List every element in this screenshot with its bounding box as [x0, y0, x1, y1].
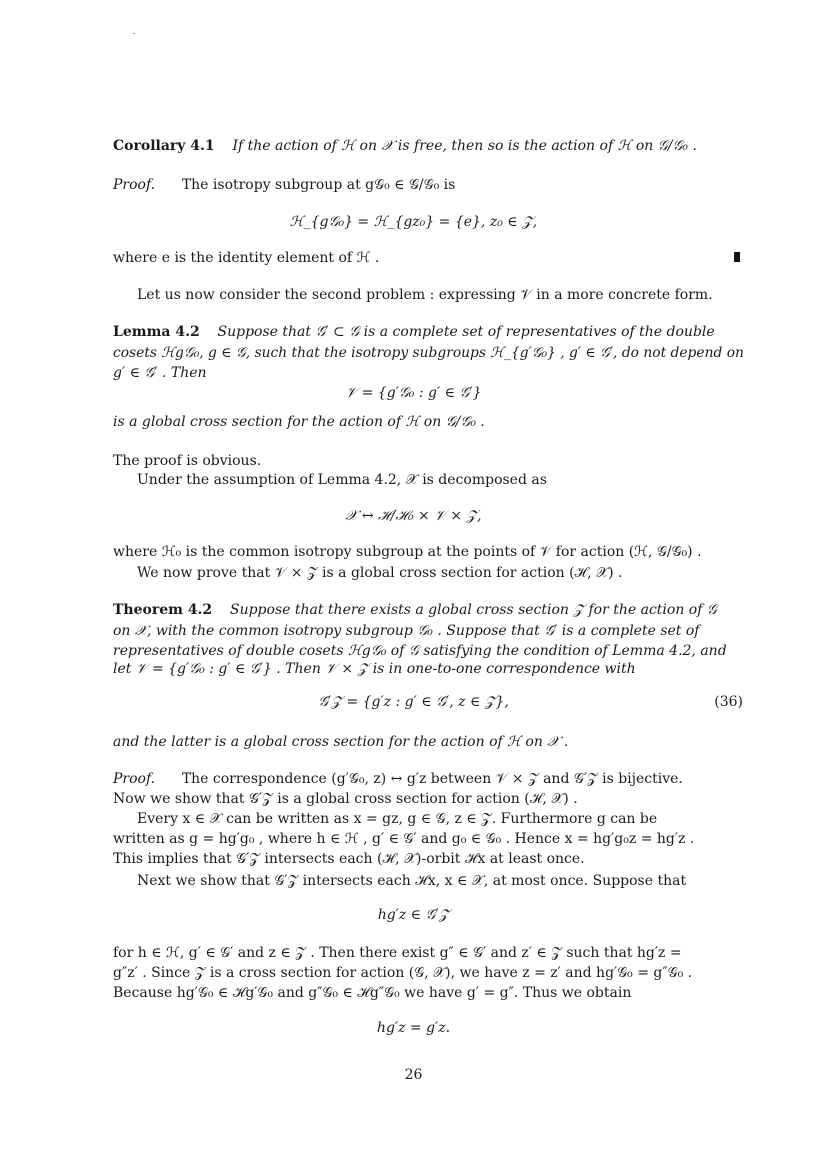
para-common-isotropy: where ℋ₀ is the common isotropy subgroup at the points of 𝒱 for action (ℋ, 𝒢/𝒢₀) .: [113, 544, 702, 560]
proof-2-line-7: for h ∈ ℋ, g′ ∈ 𝒢′ and z ∈ 𝒵 . Then there exist g″ ∈ 𝒢′ and z′ ∈ 𝒵 such that hg′z =: [113, 945, 682, 961]
equation-36: 𝒢′𝒵 = {g′z : g′ ∈ 𝒢′, z ∈ 𝒵},: [318, 694, 509, 710]
theorem-4-2-line-2: on 𝒳, with the common isotropy subgroup 𝒢₀ . Suppose that 𝒢′ is a complete set of: [113, 623, 700, 639]
corollary-label: Corollary 4.1: [113, 138, 215, 154]
proof-1-line-2: where e is the identity element of ℋ .: [113, 250, 380, 266]
proof-2-text: The correspondence (g′𝒢₀, z) ↔ g′z between 𝒱 × 𝒵 and 𝒢′𝒵 is bijective.: [181, 771, 683, 787]
para-prove-global: We now prove that 𝒱 × 𝒵 is a global cross section for action (ℋ, 𝒳) .: [137, 565, 623, 581]
para-proof-obvious: The proof is obvious.: [113, 453, 262, 469]
lemma-4-2-line-1: [113, 323, 715, 341]
corollary-4-1: [113, 137, 697, 155]
proof-2-line-1: [113, 770, 683, 788]
lemma-4-2-line-4: is a global cross section for the action of ℋ on 𝒢/𝒢₀ .: [113, 414, 485, 430]
equation-decomposition: 𝒳 ↔ ℋ/ℋ₀ × 𝒱 × 𝒵,: [345, 508, 482, 524]
proof-label: Proof.: [113, 177, 156, 193]
theorem-4-2-line-1: [113, 601, 717, 619]
equation-number-36: (36): [714, 694, 743, 710]
proof-2-line-8: g″z′ . Since 𝒵 is a cross section for action (𝒢, 𝒳), we have z = z′ and hg′𝒢₀ = g″𝒢₀ .: [113, 965, 693, 981]
scan-speck: [133, 33, 135, 34]
paragraph-second-problem: Let us now consider the second problem : expressing 𝒱 in a more concrete form.: [137, 287, 713, 303]
proof-2-line-3: Every x ∈ 𝒳 can be written as x = gz, g ∈ 𝒢, z ∈ 𝒵. Furthermore g can be: [137, 811, 658, 827]
lemma-label: Lemma 4.2: [113, 324, 200, 340]
theorem-4-2-line-3: representatives of double cosets ℋg𝒢₀ of 𝒢 satisfying the condition of Lemma 4.2, and: [113, 643, 727, 659]
proof-2-line-2: Now we show that 𝒢′𝒵 is a global cross section for action (ℋ, 𝒳) .: [113, 791, 578, 807]
proof-2-line-4: written as g = hg′g₀ , where h ∈ ℋ , g′ ∈ 𝒢′ and g₀ ∈ 𝒢₀ . Hence x = hg′g₀z = hg′z .: [113, 831, 695, 847]
equation-conclusion: hg′z = g′z.: [376, 1020, 451, 1036]
page-number: 26: [404, 1067, 423, 1083]
lemma-4-2-line-3: g′ ∈ 𝒢′ . Then: [113, 365, 207, 381]
equation-membership: hg′z ∈ 𝒢′𝒵: [377, 907, 450, 923]
lemma-4-2-line-2: cosets ℋg𝒢₀, g ∈ 𝒢, such that the isotropy subgroups ℋ_{g′𝒢₀} , g′ ∈ 𝒢′, do not depend on: [113, 345, 744, 361]
proof-1-line-1: [113, 176, 455, 194]
para-decomposed: Under the assumption of Lemma 4.2, 𝒳 is decomposed as: [137, 472, 547, 488]
equation-v-set: 𝒱 = {g′𝒢₀ : g′ ∈ 𝒢′}: [345, 385, 482, 401]
proof-2-label: Proof.: [113, 771, 156, 787]
theorem-label: Theorem 4.2: [113, 602, 213, 618]
proof-2-line-6: Next we show that 𝒢′𝒵 intersects each ℋx, x ∈ 𝒳, at most once. Suppose that: [137, 873, 687, 889]
theorem-4-2-line-5: and the latter is a global cross section for the action of ℋ on 𝒳 .: [113, 734, 569, 750]
corollary-text: If the action of ℋ on 𝒳 is free, then so is the action of ℋ on 𝒢/𝒢₀ .: [232, 138, 697, 154]
proof-2-line-9: Because hg′𝒢₀ ∈ ℋg′𝒢₀ and g″𝒢₀ ∈ ℋg″𝒢₀ we have g′ = g″. Thus we obtain: [113, 985, 632, 1001]
proof-text: The isotropy subgroup at g𝒢₀ ∈ 𝒢/𝒢₀ is: [181, 177, 456, 193]
qed-mark: [734, 252, 740, 262]
theorem-text: Suppose that there exists a global cross section 𝒵 for the action of 𝒢: [229, 602, 717, 618]
proof-2-line-5: This implies that 𝒢′𝒵 intersects each (ℋ, 𝒳)-orbit ℋx at least once.: [113, 851, 585, 867]
equation-isotropy: ℋ_{g𝒢₀} = ℋ_{gz₀} = {e}, z₀ ∈ 𝒵,: [289, 214, 538, 230]
lemma-text: Suppose that 𝒢′ ⊂ 𝒢 is a complete set of representatives of the double: [217, 324, 715, 340]
theorem-4-2-line-4: let 𝒱 = {g′𝒢₀ : g′ ∈ 𝒢′} . Then 𝒱 × 𝒵 is in one-to-one correspondence with: [113, 661, 636, 677]
